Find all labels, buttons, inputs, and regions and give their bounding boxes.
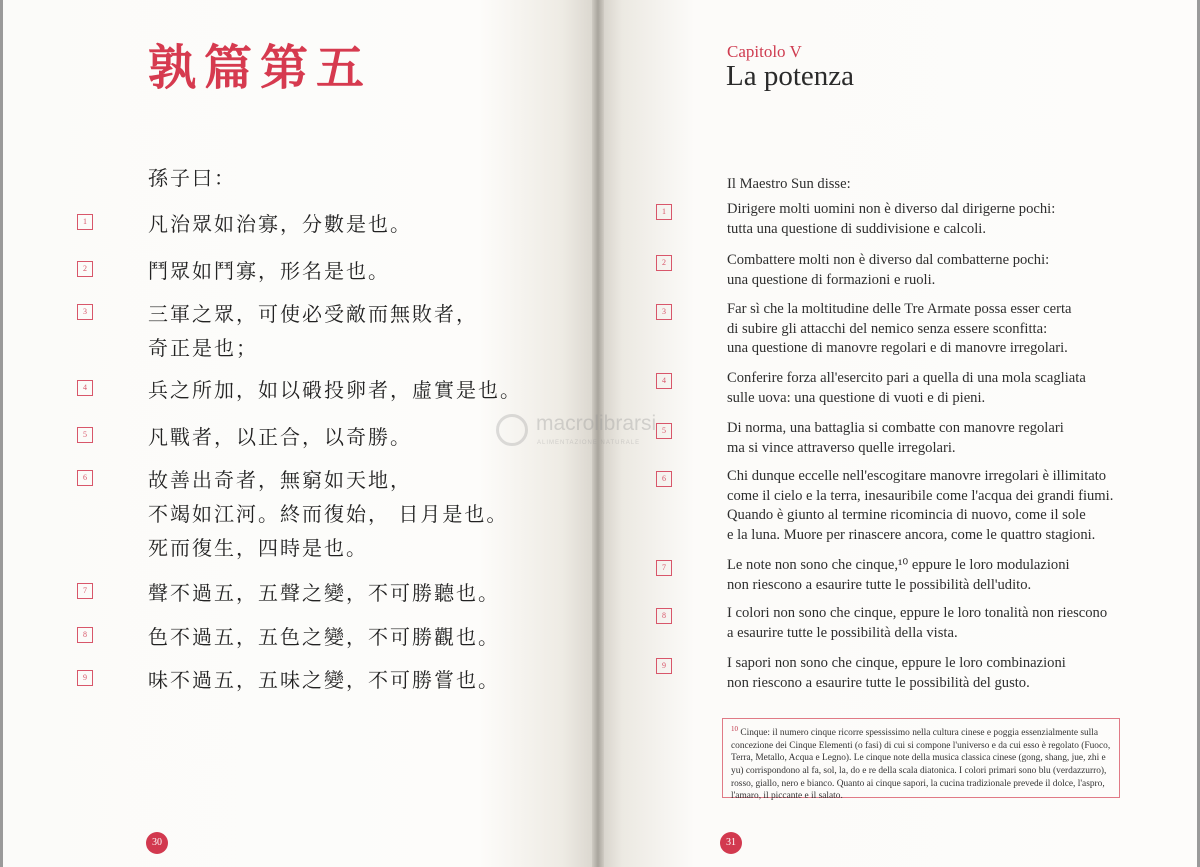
verse-number-right: 9 xyxy=(656,658,672,674)
italian-verse xyxy=(727,419,1127,458)
italian-verse-line: Combattere molti non è diverso dal combatterne pochi: xyxy=(727,252,1050,268)
verse-number-left: 1 xyxy=(77,214,93,230)
chinese-verse-line: 鬥眾如鬥寡，形名是也。 xyxy=(148,259,390,283)
italian-verse-line: tutta una questione di suddivisione e calcoli. xyxy=(727,220,986,237)
verse-number-left: 2 xyxy=(77,261,93,277)
italian-verse xyxy=(727,300,1127,359)
chinese-verse-line: 色不過五，五色之變，不可勝觀也。 xyxy=(148,625,500,649)
italian-verse-line: a esaurire tutte le possibilità della vista. xyxy=(727,624,958,641)
chinese-verse xyxy=(148,663,500,697)
watermark-tagline: ALIMENTAZIONE NATURALE xyxy=(537,440,641,446)
chinese-verse xyxy=(148,207,412,241)
italian-verse-line: I colori non sono che cinque, eppure le loro tonalità non riescono xyxy=(727,605,1108,621)
chinese-verse xyxy=(148,576,500,610)
italian-verse-line: sulle uova: una questione di vuoti e di pieni. xyxy=(727,389,986,406)
verse-number-right: 2 xyxy=(656,255,672,271)
italian-verse xyxy=(727,200,1127,239)
italian-verse-line: non riescono a esaurire tutte le possibilità del gusto. xyxy=(727,674,1030,691)
chinese-verse-line: 奇正是也； xyxy=(148,336,258,360)
italian-verse-line: Di norma, una battaglia si combatte con manovre regolari xyxy=(727,420,1064,436)
italian-verse-line: Le note non sono che cinque,¹⁰ eppure le loro modulazioni xyxy=(727,557,1070,573)
italian-verse-line: ma si vince attraverso quelle irregolari. xyxy=(727,439,956,456)
verse-number-left: 4 xyxy=(77,380,93,396)
chinese-verse xyxy=(148,420,412,454)
italian-verse xyxy=(727,556,1127,595)
italian-verse-line: Conferire forza all'esercito pari a quella di una mola scagliata xyxy=(727,370,1086,386)
italian-intro: Il Maestro Sun disse: xyxy=(727,176,851,192)
chapter-label: Capitolo V xyxy=(727,42,802,61)
italian-verse-line: Far sì che la moltitudine delle Tre Armate possa esser certa xyxy=(727,301,1072,317)
watermark-text: macrolibrarsi xyxy=(536,412,657,435)
chinese-verse-line: 故善出奇者，無窮如天地， xyxy=(148,468,412,492)
chinese-verse-line: 聲不過五，五聲之變，不可勝聽也。 xyxy=(148,581,500,605)
page-number-right: 31 xyxy=(720,832,742,854)
chinese-verse-line: 兵之所加，如以碫投卵者，虛實是也。 xyxy=(148,378,522,402)
italian-verse-line: Quando è giunto al termine ricomincia di nuovo, come il sole xyxy=(727,507,1086,524)
chinese-verse xyxy=(148,620,500,654)
chinese-verse-line: 三軍之眾，可使必受敵而無敗者， xyxy=(148,302,478,326)
verse-number-right: 5 xyxy=(656,423,672,439)
verse-number-left: 7 xyxy=(77,583,93,599)
italian-verse xyxy=(727,251,1127,290)
italian-verse-line: Chi dunque eccelle nell'escogitare manovre irregolari è illimitato xyxy=(727,468,1107,484)
watermark-logo-icon xyxy=(496,414,528,446)
italian-verse-line: I sapori non sono che cinque, eppure le loro combinazioni xyxy=(727,655,1066,671)
chinese-verse xyxy=(148,373,522,407)
page-edge-left xyxy=(0,0,3,867)
verse-number-left: 8 xyxy=(77,627,93,643)
verse-number-right: 7 xyxy=(656,560,672,576)
italian-verse xyxy=(727,654,1127,693)
verse-number-right: 6 xyxy=(656,471,672,487)
italian-verse-line: di subire gli attacchi del nemico senza essere sconfitta: xyxy=(727,320,1048,337)
chinese-verse xyxy=(148,297,478,365)
chinese-verse-line: 味不過五，五味之變，不可勝嘗也。 xyxy=(148,668,500,692)
footnote-text: Cinque: il numero cinque ricorre spessissimo nella cultura cinese e poggia essenzialmente sulla concezione dei Cinque Elementi (o fasi) di cui si compone l'universo e da cui esso è regolato (Fuoco, Terra, Metallo, Acqua e Legno). Le cinque note della musica classica cinese (gong, shang, jue, zhi e yu) corrispondono al fa, sol, la, do e re della scala diatonica. I colori primari sono blu (verdazzurro), rosso, giallo, nero e bianco. Quanto ai cinque sapori, la cucina tradizionale prevede il dolce, l'aspro, l'amaro, il piccante e il salato. xyxy=(731,728,1111,802)
chinese-verse xyxy=(148,463,508,565)
chinese-intro: 孫子曰： xyxy=(148,166,236,190)
chinese-verse-line: 凡戰者，以正合，以奇勝。 xyxy=(148,425,412,449)
italian-verse xyxy=(727,467,1127,545)
verse-number-left: 9 xyxy=(77,670,93,686)
chinese-chapter-title: 孰篇第五 xyxy=(148,40,373,96)
chinese-verse-line: 不竭如江河。終而復始， 日月是也。 xyxy=(148,502,509,526)
chinese-verse-line: 凡治眾如治寡，分數是也。 xyxy=(148,212,412,236)
chinese-verse-line: 死而復生，四時是也。 xyxy=(148,536,368,560)
verse-number-left: 5 xyxy=(77,427,93,443)
italian-verse xyxy=(727,369,1127,408)
verse-number-right: 1 xyxy=(656,204,672,220)
italian-verse xyxy=(727,604,1127,643)
italian-verse-line: una questione di formazioni e ruoli. xyxy=(727,271,936,288)
page-number-left: 30 xyxy=(146,832,168,854)
italian-verse-line: una questione di manovre regolari e di manovre irregolari. xyxy=(727,340,1068,357)
verse-number-left: 6 xyxy=(77,470,93,486)
verse-number-right: 4 xyxy=(656,373,672,389)
verse-number-right: 3 xyxy=(656,304,672,320)
chapter-title: La potenza xyxy=(726,60,855,92)
italian-verse-line: come il cielo e la terra, inesauribile come l'acqua dei grandi fiumi. xyxy=(727,487,1114,504)
italian-verse-line: non riescono a esaurire tutte le possibilità dell'udito. xyxy=(727,576,1032,593)
verse-number-left: 3 xyxy=(77,304,93,320)
verse-number-right: 8 xyxy=(656,608,672,624)
chinese-verse xyxy=(148,254,390,288)
footnote-marker: 10 xyxy=(731,725,738,733)
footnote-box xyxy=(722,718,1120,802)
italian-verse-line: Dirigere molti uomini non è diverso dal dirigerne pochi: xyxy=(727,201,1056,217)
italian-verse-line: e la luna. Muore per rinascere ancora, come le quattro stagioni. xyxy=(727,526,1096,543)
